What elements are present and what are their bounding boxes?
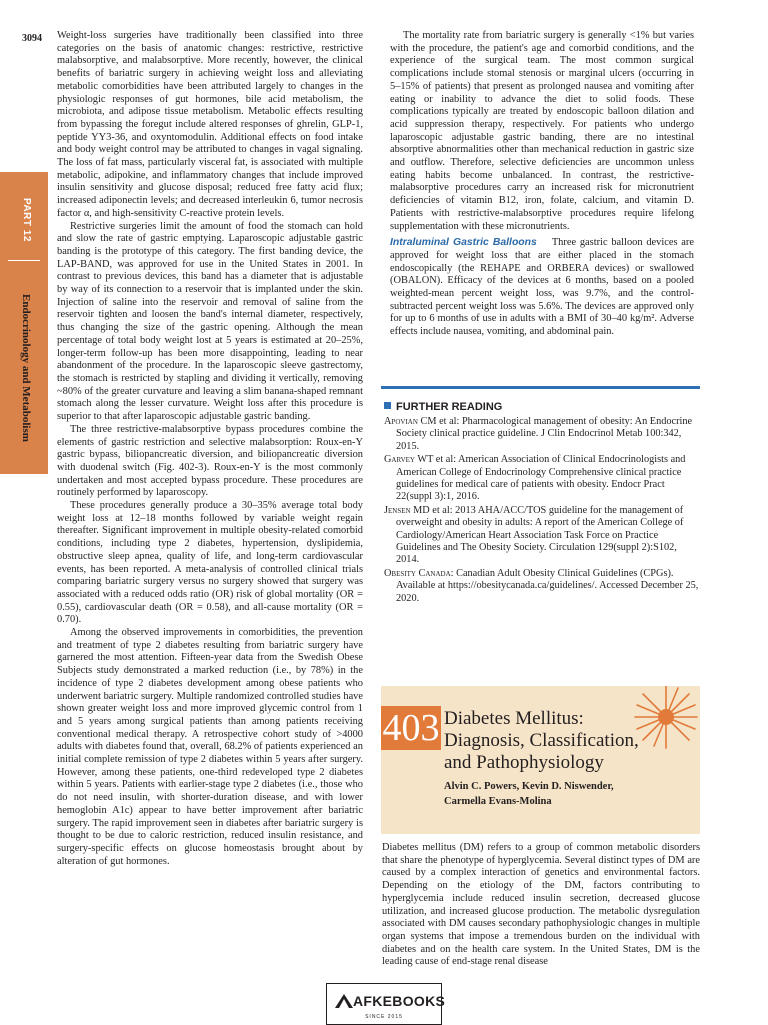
- reference-item: [384, 416, 702, 453]
- chapter-intro: [382, 842, 700, 969]
- page-number: 3094: [22, 33, 42, 44]
- balloons-text: Three gastric balloon devices are approved for weight loss that are either placed in the stomach endoscopically (the REHAPE and ORBERA devices) or swallowed (OBALON). Efficacy of the devices at 6 months, based on a pooled weighted-mean percent weight loss, was 9.7%, and the control-subtracted percent weight loss was 5.6%. The devices are approved only for up to 6 months of use in adults with a BMI of 30–40 kg/m². Adverse effects include nausea, vomiting, and abdominal pain.: [390, 237, 694, 338]
- chapter-title: Diabetes Mellitus: Diagnosis, Classification, and Pathophysiology: [444, 708, 639, 773]
- reference-item: [384, 505, 702, 567]
- publisher-logo: [326, 983, 446, 1025]
- further-reading-heading: [384, 401, 502, 413]
- section-rule: [381, 386, 700, 389]
- reference-author: Apovian: [384, 416, 418, 427]
- reference-list: [384, 416, 702, 606]
- further-reading-title: FURTHER READING: [396, 401, 503, 413]
- chapter-header: [381, 686, 700, 834]
- left-column: [57, 30, 363, 868]
- logo-name: AFKEBOOKS: [353, 993, 446, 1009]
- paragraph: Restrictive surgeries limit the amount of food the stomach can hold and slow the rate of gastric emptying. Laparoscopic adjustable gastric banding is the prototype of this category. The first banding device, the LAP-BAND, was approved for use in the United States in 2001. In contrast to previous devices, this band has a diameter that is adjustable by way of its connection to a reservoir that is implanted under the skin. Injection of saline into the reservoir and removal of saline from the reservoir tighten and loosen the band's internal diameter, respectively, thus changing the size of the gastric opening. Although the mean percentage of total body weight lost at 5 years is estimated at 20–25%, longer-term follow-up has been more disappointing, leading to near abandonment of the procedure. In the laparoscopic sleeve gastrectomy, the stomach is restricted by stapling and dividing it vertically, removing ~80% of the greater curvature and leaving a slim banana-shaped remnant stomach along the lesser curvature. Weight loss after this procedure is superior to that after laparoscopic adjustable gastric banding.: [57, 220, 363, 423]
- book-leaf-icon: [333, 990, 355, 1012]
- reference-item: [384, 454, 702, 504]
- reference-author: Obesity Canada:: [384, 567, 454, 579]
- part-side-tab: [0, 172, 48, 474]
- paragraph: The three restrictive-malabsorptive bypass procedures combine the elements of gastric restriction and selective malabsorption: Roux-en-Y gastric bypass, biliopancreatic diversion, and biliopancreatic diversion with duodenal switch (Fig. 402-3). Roux-en-Y is the most commonly undertaken and most accepted bypass procedure. These procedures are routinely performed by laparoscopy.: [57, 423, 363, 499]
- part-label: PART 12: [21, 198, 32, 242]
- square-bullet-icon: [384, 402, 391, 409]
- right-column-top: [390, 30, 694, 343]
- reference-author: Jensen: [384, 504, 411, 516]
- logo-since: SINCE 2015: [365, 1014, 403, 1020]
- reference-text: WT et al: American Association of Clinical Endocrinologists and American College of Endocrinology Comprehensive clinical practice guidelines for medical care of patients with obesity. Endocr Pract 22(suppl 3):1, 2016.: [396, 454, 686, 503]
- paragraph: The mortality rate from bariatric surgery is generally <1% but varies with the procedure, the patient's age and comorbid conditions, and the experience of the surgical team. The most common surgical complications include stomal stenosis or marginal ulcers (occurring in 5–15% of patients) that present as prolonged nausea and vomiting after eating or inability to advance the diet to solid foods. These complications typically are treated by endoscopic balloon dilation and acid suppression therapy, respectively. For patients who undergo laparoscopic adjustable gastric banding, there are no intestinal absorptive abnormalities other than mechanical reduction in gastric size and outflow. Therefore, selective deficiencies are uncommon unless eating habits become unbalanced. In contrast, the restrictive-malabsorptive procedures carry an increased risk for micronutrient deficiencies of vitamin B12, iron, folate, calcium, and vitamin D. Patients with restrictive-malabsorptive procedures require lifelong supplementation with these micronutrients.: [390, 30, 694, 232]
- chapter-authors: Alvin C. Powers, Kevin D. Niswender, Carmella Evans-Molina: [444, 781, 614, 807]
- reference-item: [384, 568, 702, 605]
- paragraph: Among the observed improvements in comorbidities, the prevention and treatment of type 2 diabetes resulting from bariatric surgery have garnered the most attention. Fifteen-year data from the Swedish Obese Subjects study demonstrated a marked reduction (i.e., by 78%) in the incidence of type 2 diabetes development among obese patients who underwent bariatric surgery. Multiple randomized controlled studies have shown greater weight loss and more improved glycemic control from 1 and 5 years among surgical patients than among patients receiving conventional medical therapy. A retrospective cohort study of >4000 adults with diabetes found that, overall, 68.2% of patients experienced an initial complete remission of type 2 diabetes within 5 years after surgery. However, among these patients, one-third redeveloped type 2 diabetes within 5 years. Patients with earlier-stage type 2 diabetes (i.e., those who do not need insulin, with shorter-duration disease, and with lower hemoglobin A1c) appear to have better improvement after bariatric surgery. The rapid improvement seen in diabetes after bariatric surgery is thought to be due to caloric restriction, reduced insulin resistance, and surgery-specific effects on glucose homeostasis brought about by alteration of gut hormones.: [57, 627, 363, 867]
- reference-author: Garvey: [384, 454, 415, 466]
- balloons-paragraph: [390, 237, 694, 339]
- reference-text: CM et al: Pharmacological management of obesity: An Endocrine Society clinical practice guideline. J Clin Endocrinol Metab 100:342, 2015.: [396, 416, 693, 452]
- tab-divider: [8, 260, 40, 261]
- section-label: Endocrinology and Metabolism: [20, 294, 32, 442]
- chapter-number: 403: [382, 707, 440, 749]
- reference-text: MD et al: 2013 AHA/ACC/TOS guideline for the management of overweight and obesity in adults: A report of the American College of Cardiology/American Heart Association Task Force on Practice Guidelines and The Obesity Society. Circulation 129(suppl 2):S102, 2014.: [396, 504, 684, 566]
- balloons-heading: Intraluminal Gastric Balloons: [390, 237, 537, 249]
- paragraph: Weight-loss surgeries have traditionally been classified into three categories on the basis of anatomic changes: restrictive, restrictive malabsorptive, and malabsorptive. More recently, however, the clinical benefits of bariatric surgery in achieving weight loss and alleviating metabolic comorbidities have been attributed largely to changes in the physiologic responses of gut hormones, bile acid metabolism, the microbiota, and adipose tissue metabolism. Metabolic effects resulting from bypassing the foregut include altered responses of ghrelin, GLP-1, peptide YY3-36, and oxyntomodulin. Additional effects on food intake and body weight control may be attributed to changes in vagal signaling. The loss of fat mass, particularly visceral fat, is associated with multiple metabolic, adipokine, and inflammatory changes that include improved insulin sensitivity and glucose disposal; reduced free fatty acid flux; increased adiponectin levels; and decreased interleukin 6, tumor necrosis factor α, and high-sensitivity C-reactive protein levels.: [57, 30, 363, 219]
- reference-text: Canadian Adult Obesity Clinical Guidelines (CPGs). Available at https://obesitycanada.ca/guidelines/. Accessed December 25, 2020.: [396, 567, 699, 604]
- paragraph: Diabetes mellitus (DM) refers to a group of common metabolic disorders that share the phenotype of hyperglycemia. Several distinct types of DM are caused by a complex interaction of genetics and environmental factors. Depending on the etiology of the DM, factors contributing to hyperglycemia include reduced insulin secretion, decreased glucose utilization, and increased glucose production. The metabolic dysregulation associated with DM causes secondary pathophysiologic changes in multiple organ systems that impose a tremendous burden on the individual with diabetes and on the health care system. In the United States, DM is the leading cause of end-stage renal disease: [382, 842, 700, 968]
- paragraph: These procedures generally produce a 30–35% average total body weight loss at 12–18 months followed by variable weight regain thereafter. Significant improvement in multiple obesity-related comorbid conditions, including type 2 diabetes, hypertension, dyslipidemia, obstructive sleep apnea, quality of life, and long-term cardiovascular events, has been reported. A meta-analysis of controlled clinical trials comparing bariatric surgery versus no surgery showed that surgery was associated with a reduced odds ratio (OR) risk of global mortality (OR = 0.55), cardiovascular death (OR = 0.58), and all-cause mortality (OR = 0.70).: [57, 500, 363, 626]
